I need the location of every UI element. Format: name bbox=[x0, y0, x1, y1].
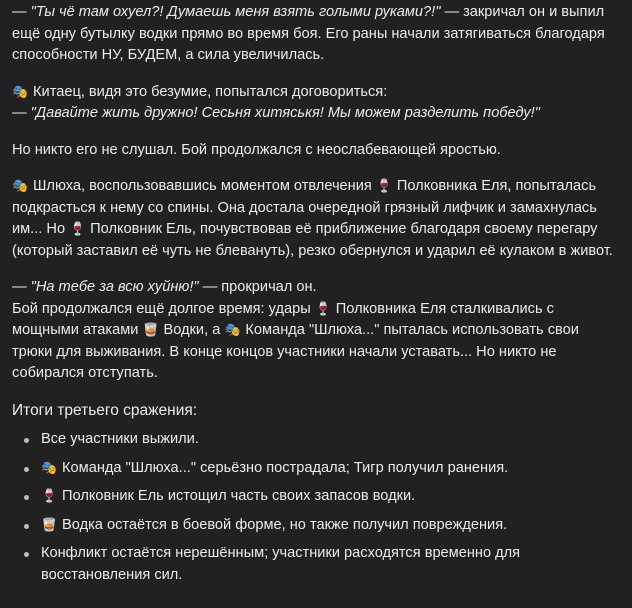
wine-glass-icon: 🍷 bbox=[41, 489, 58, 504]
narration-text: Водки, а bbox=[159, 322, 225, 338]
narration-text: Бой продолжался ещё долгое время: удары bbox=[12, 300, 315, 317]
dash-text: — bbox=[12, 4, 31, 20]
narration-text: — закричал он и выпил ещё одну бутылку водки прямо во время боя. Его раны начали затягиваться благодаря способности НУ, БУДЕМ, а сила увеличилась. bbox=[12, 4, 605, 63]
bullet-icon bbox=[24, 438, 29, 443]
wine-glass-icon: 🍷 bbox=[69, 222, 86, 237]
list-item bbox=[24, 486, 622, 508]
dash-text: — bbox=[12, 105, 31, 121]
quote-text: "Давайте жить дружно! Сесьня хитяськя! Мы можем разделить победу!" bbox=[30, 105, 540, 121]
performing-arts-icon: 🎭 bbox=[41, 460, 58, 476]
dash-text: — bbox=[12, 279, 31, 295]
list-item bbox=[24, 458, 622, 480]
narration-text: Шлюха, воспользовавшись моментом отвлечения bbox=[29, 178, 376, 194]
summary-heading: Итоги третьего сражения: bbox=[12, 401, 198, 419]
narration-text: Команда "Шлюха..." пыталась использовать свои трюки для выживания. В конце концов участники начали уставать... Но никто не собирался отступать. bbox=[12, 322, 579, 381]
narration-text: Китаец, видя это безумие, попытался договориться: bbox=[29, 83, 388, 100]
performing-arts-icon: 🎭 bbox=[12, 179, 29, 194]
narration-text: Полковник Ель, почувствовав её приближение благодаря своему перегару (который заставил её чуть не блевануть), резко обернулся и ударил её кулаком в живот. bbox=[12, 221, 613, 259]
wine-glass-icon: 🍷 bbox=[315, 301, 332, 317]
list-item-text: Конфликт остаётся нерешённым; участники расходятся временно для восстановления сил. bbox=[41, 545, 521, 583]
paragraph-battle-cry bbox=[12, 2, 622, 67]
paragraph-chinese-plea bbox=[12, 82, 622, 125]
list-item bbox=[24, 429, 622, 451]
narration-text: — прокричал он. bbox=[198, 279, 317, 295]
narration-text: Но никто его не слушал. Бой продолжался с неослабевающей яростью. bbox=[12, 141, 501, 158]
bullet-icon bbox=[24, 467, 29, 472]
tumbler-glass-icon: 🥃 bbox=[41, 517, 58, 533]
wine-glass-icon: 🍷 bbox=[376, 179, 393, 194]
narration-text: Полковника Еля сталкивались с мощными атаками bbox=[12, 300, 554, 338]
paragraph-long-battle bbox=[12, 277, 622, 385]
paragraph-nobody-listened bbox=[12, 140, 622, 162]
performing-arts-icon: 🎭 bbox=[12, 84, 29, 100]
paragraph-sneak-attack bbox=[12, 176, 622, 262]
performing-arts-icon: 🎭 bbox=[224, 323, 241, 338]
bullet-icon bbox=[24, 552, 29, 557]
narration-text: Полковника Еля, попыталась подкрасться к нему со спины. Она достала очередной грязный лифчик и замахнулась им... Но bbox=[12, 178, 597, 237]
list-item-text: Водка остаётся в боевой форме, но также получил повреждения. bbox=[58, 516, 508, 533]
list-item-text: Команда "Шлюха..." серьёзно пострадала; Тигр получил ранения. bbox=[58, 459, 509, 476]
list-item-text: Все участники выжили. bbox=[41, 431, 199, 447]
list-item bbox=[24, 515, 622, 537]
tumbler-glass-icon: 🥃 bbox=[142, 323, 160, 338]
bullet-icon bbox=[24, 495, 29, 500]
quote-text: "Ты чё там охуел?! Думаешь меня взять голыми руками?!" bbox=[30, 4, 441, 20]
quote-text: "На тебе за всю хуйню!" bbox=[30, 279, 199, 295]
summary-list bbox=[12, 429, 622, 586]
list-item-text: Полковник Ель истощил часть своих запасов водки. bbox=[58, 488, 416, 504]
list-item bbox=[24, 543, 622, 586]
bullet-icon bbox=[24, 524, 29, 529]
